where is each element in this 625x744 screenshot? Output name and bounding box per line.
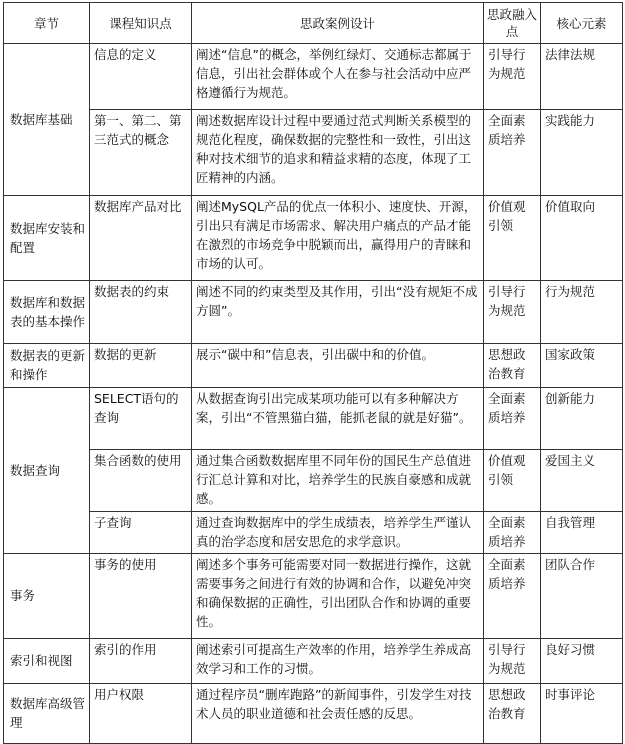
table-row — [4, 684, 623, 744]
design-cell: 从数据查询引出完成某项功能可以有多种解决方案，引出“不管黑猫白猫，能抓老鼠的就是好猫”。 — [192, 388, 484, 450]
entry-cell: 全面素质培养 — [484, 110, 541, 196]
element-cell: 团队合作 — [541, 554, 623, 639]
entry-cell: 引导行为规范 — [484, 639, 541, 684]
knowledge-cell: 索引的作用 — [90, 639, 192, 684]
header-design: 思政案例设计 — [192, 3, 484, 44]
knowledge-cell: SELECT语句的查询 — [90, 388, 192, 450]
chapter-cell: 数据表的更新和操作 — [4, 344, 90, 388]
knowledge-cell: 子查询 — [90, 512, 192, 554]
design-cell: 阐述“信息”的概念，举例红绿灯、交通标志都属于信息，引出社会群体或个人在参与社会活动中应严格遵循行为规范。 — [192, 44, 484, 110]
design-cell: 阐述索引可提高生产效率的作用，培养学生养成高效学习和工作的习惯。 — [192, 639, 484, 684]
element-cell: 时事评论 — [541, 684, 623, 744]
knowledge-cell: 数据表的约束 — [90, 281, 192, 344]
design-cell: 阐述多个事务可能需要对同一数据进行操作，这就需要事务之间进行有效的协调和合作，以避免冲突和确保数据的正确性，引出团队合作和协调的重要性。 — [192, 554, 484, 639]
header-row — [4, 3, 623, 44]
header-knowledge: 课程知识点 — [90, 3, 192, 44]
curriculum-table — [3, 2, 623, 744]
element-cell: 爱国主义 — [541, 450, 623, 512]
table-row — [4, 44, 623, 110]
knowledge-cell: 数据的更新 — [90, 344, 192, 388]
table-row — [4, 110, 623, 196]
entry-cell: 价值观引领 — [484, 450, 541, 512]
table-row — [4, 554, 623, 639]
chapter-cell: 索引和视图 — [4, 639, 90, 684]
design-cell: 通过集合函数数据库里不同年份的国民生产总值进行汇总计算和对比，培养学生的民族自豪感和成就感。 — [192, 450, 484, 512]
entry-cell: 全面素质培养 — [484, 512, 541, 554]
chapter-cell: 数据库基础 — [4, 44, 90, 196]
element-cell: 创新能力 — [541, 388, 623, 450]
entry-cell: 全面素质培养 — [484, 388, 541, 450]
element-cell: 实践能力 — [541, 110, 623, 196]
chapter-cell: 数据库和数据表的基本操作 — [4, 281, 90, 344]
entry-cell: 思想政治教育 — [484, 684, 541, 744]
header-entry: 思政融入点 — [484, 3, 541, 44]
knowledge-cell: 数据库产品对比 — [90, 196, 192, 281]
design-cell: 通过程序员“删库跑路”的新闻事件，引发学生对技术人员的职业道德和社会责任感的反思。 — [192, 684, 484, 744]
design-cell: 阐述不同的约束类型及其作用，引出“没有规矩不成方圆”。 — [192, 281, 484, 344]
element-cell: 国家政策 — [541, 344, 623, 388]
design-cell: 通过查询数据库中的学生成绩表，培养学生严谨认真的治学态度和居安思危的求学意识。 — [192, 512, 484, 554]
knowledge-cell: 集合函数的使用 — [90, 450, 192, 512]
table-row — [4, 281, 623, 344]
table-row — [4, 639, 623, 684]
entry-cell: 引导行为规范 — [484, 44, 541, 110]
chapter-cell: 数据查询 — [4, 388, 90, 554]
header-chapter: 章节 — [4, 3, 90, 44]
chapter-cell: 数据库高级管理 — [4, 684, 90, 744]
knowledge-cell: 事务的使用 — [90, 554, 192, 639]
chapter-cell: 数据库安装和配置 — [4, 196, 90, 281]
entry-cell: 引导行为规范 — [484, 281, 541, 344]
element-cell: 自我管理 — [541, 512, 623, 554]
table-row — [4, 388, 623, 450]
table-row — [4, 512, 623, 554]
table-row — [4, 196, 623, 281]
design-cell: 展示“碳中和”信息表，引出碳中和的价值。 — [192, 344, 484, 388]
entry-cell: 思想政治教育 — [484, 344, 541, 388]
knowledge-cell: 第一、第二、第三范式的概念 — [90, 110, 192, 196]
chapter-cell: 事务 — [4, 554, 90, 639]
design-cell: 阐述MySQL产品的优点一体积小、速度快、开源，引出只有满足市场需求、解决用户痛点的产品才能在激烈的市场竞争中脱颖而出，赢得用户的青睐和市场的认可。 — [192, 196, 484, 281]
header-element: 核心元素 — [541, 3, 623, 44]
element-cell: 良好习惯 — [541, 639, 623, 684]
knowledge-cell: 信息的定义 — [90, 44, 192, 110]
element-cell: 价值取向 — [541, 196, 623, 281]
element-cell: 行为规范 — [541, 281, 623, 344]
table-row — [4, 450, 623, 512]
table-row — [4, 344, 623, 388]
element-cell: 法律法规 — [541, 44, 623, 110]
knowledge-cell: 用户权限 — [90, 684, 192, 744]
entry-cell: 全面素质培养 — [484, 554, 541, 639]
entry-cell: 价值观引领 — [484, 196, 541, 281]
design-cell: 阐述数据库设计过程中要通过范式判断关系模型的规范化程度，确保数据的完整性和一致性，引出这种对技术细节的追求和精益求精的态度，体现了工匠精神的内涵。 — [192, 110, 484, 196]
